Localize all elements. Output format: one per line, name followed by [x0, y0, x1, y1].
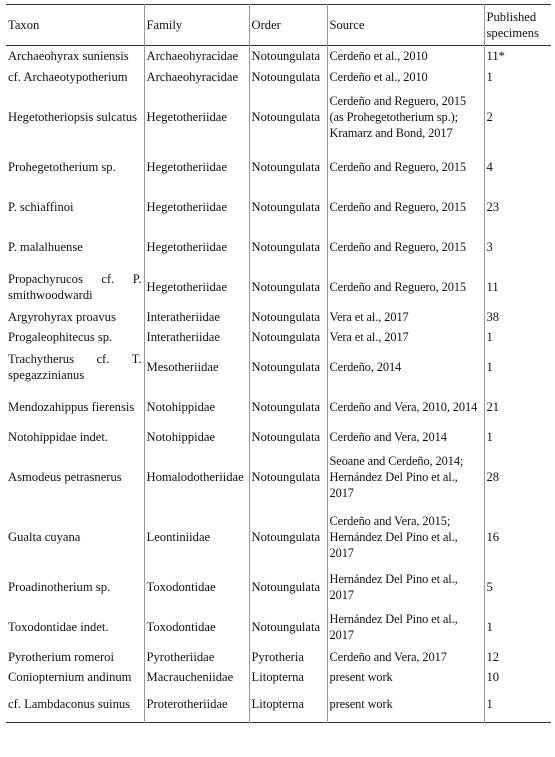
header-taxon: Taxon — [6, 5, 144, 46]
source-cell: Cerdeño and Vera, 2015; Hernández Del Pino et al., 2017 — [327, 507, 484, 567]
family-cell: Hegetotheriidae — [144, 147, 249, 187]
taxon-cell: Proadinotherium sp. — [6, 567, 144, 607]
taxon-cell: cf. Archaeotypotherium — [6, 67, 144, 87]
source-cell: Cerdeño and Vera, 2014 — [327, 427, 484, 447]
specimens-cell: 11 — [486, 279, 499, 294]
taxon-cell: Asmodeus petrasnerus — [6, 447, 144, 507]
taxon-cell: Propachyrucos cf. P. smithwoodwardi — [6, 267, 144, 307]
order-cell: Notoungulata — [249, 387, 327, 427]
family-cell: Homalodotheriidae — [144, 447, 249, 507]
specimens-cell: 1 — [486, 329, 493, 344]
source-cell: present work — [327, 667, 484, 687]
order-cell: Pyrotheria — [249, 647, 327, 667]
family-cell: Interatheriidae — [144, 327, 249, 347]
family-cell: Archaeohyracidae — [144, 46, 249, 67]
order-cell: Notoungulata — [249, 227, 327, 267]
table-row — [6, 427, 551, 447]
table-row — [6, 607, 551, 647]
order-cell: Notoungulata — [249, 267, 327, 307]
order-cell: Notoungulata — [249, 327, 327, 347]
taxon-cell: Archaeohyrax suniensis — [6, 46, 144, 67]
specimens-cell: 1 — [486, 697, 493, 712]
source-cell: present work — [327, 687, 484, 723]
table-row — [6, 307, 551, 327]
source-cell: Cerdeño and Vera, 2017 — [327, 647, 484, 667]
taxon-cell: Trachytherus cf. T. spegazzinianus — [6, 347, 144, 387]
taxon-cell: Mendozahippus fierensis — [6, 387, 144, 427]
source-cell: Cerdeño et al., 2010 — [327, 67, 484, 87]
table-row — [6, 667, 551, 687]
table-row — [6, 87, 551, 147]
table-body — [6, 46, 551, 723]
specimens-cell: 3 — [486, 239, 493, 254]
taxon-cell: Progaleophitecus sp. — [6, 327, 144, 347]
family-cell: Mesotheriidae — [144, 347, 249, 387]
taxon-cell: Argyrohyrax proavus — [6, 307, 144, 327]
source-cell: Cerdeño, 2014 — [327, 347, 484, 387]
family-cell: Notohippidae — [144, 387, 249, 427]
table-row — [6, 327, 551, 347]
specimens-cell: 1 — [486, 359, 493, 374]
table-row — [6, 46, 551, 67]
taxon-cell: P. malalhuense — [6, 227, 144, 267]
family-cell: Toxodontidae — [144, 607, 249, 647]
family-cell: Pyrotheriidae — [144, 647, 249, 667]
source-cell: Cerdeño and Vera, 2010, 2014 — [327, 387, 484, 427]
taxon-cell: Toxodontidae indet. — [6, 607, 144, 647]
order-cell: Notoungulata — [249, 307, 327, 327]
specimens-cell: 23 — [486, 199, 500, 214]
table-row — [6, 447, 551, 507]
table-row — [6, 67, 551, 87]
family-cell: Hegetotheriidae — [144, 227, 249, 267]
taxon-cell: Notohippidae indet. — [6, 427, 144, 447]
header-published-specimens: Published specimens — [486, 10, 539, 40]
header-order: Order — [249, 5, 327, 46]
header-source: Source — [327, 5, 484, 46]
source-cell: Cerdeño and Reguero, 2015 — [327, 187, 484, 227]
family-cell: Proterotheriidae — [144, 687, 249, 723]
specimens-cell: 28 — [486, 469, 500, 484]
table-row — [6, 647, 551, 667]
taxon-cell: cf. Lambdaconus suinus — [6, 687, 144, 723]
specimens-cell: 21 — [486, 399, 500, 414]
order-cell: Notoungulata — [249, 567, 327, 607]
family-cell: Toxodontidae — [144, 567, 249, 607]
table-row — [6, 687, 551, 723]
table-row — [6, 187, 551, 227]
source-cell: Cerdeño et al., 2010 — [327, 46, 484, 67]
family-cell: Archaeohyracidae — [144, 67, 249, 87]
taxon-cell: Gualta cuyana — [6, 507, 144, 567]
specimens-cell: 1 — [486, 429, 493, 444]
family-cell: Notohippidae — [144, 427, 249, 447]
order-cell: Notoungulata — [249, 67, 327, 87]
order-cell: Notoungulata — [249, 87, 327, 147]
family-cell: Hegetotheriidae — [144, 87, 249, 147]
family-cell: Interatheriidae — [144, 307, 249, 327]
table-row — [6, 507, 551, 567]
specimens-cell: 4 — [486, 159, 493, 174]
family-cell: Leontiniidae — [144, 507, 249, 567]
header-family: Family — [144, 5, 249, 46]
source-cell: Cerdeño and Reguero, 2015 — [327, 147, 484, 187]
specimens-cell: 2 — [486, 109, 493, 124]
source-cell: Hernández Del Pino et al., 2017 — [327, 567, 484, 607]
source-cell: Hernández Del Pino et al., 2017 — [327, 607, 484, 647]
order-cell: Litopterna — [249, 687, 327, 723]
table-row — [6, 267, 551, 307]
specimens-cell: 38 — [486, 309, 500, 324]
source-cell: Cerdeño and Reguero, 2015 (as Prohegetotherium sp.); Kramarz and Bond, 2017 — [327, 87, 484, 147]
source-cell: Cerdeño and Reguero, 2015 — [327, 267, 484, 307]
order-cell: Litopterna — [249, 667, 327, 687]
order-cell: Notoungulata — [249, 147, 327, 187]
taxon-cell: Prohegetotherium sp. — [6, 147, 144, 187]
table-row — [6, 147, 551, 187]
family-cell: Hegetotheriidae — [144, 267, 249, 307]
table-row — [6, 227, 551, 267]
order-cell: Notoungulata — [249, 507, 327, 567]
specimens-cell: 1 — [486, 619, 493, 634]
taxon-cell: Hegetotheriopsis sulcatus — [6, 87, 144, 147]
source-cell: Cerdeño and Reguero, 2015 — [327, 227, 484, 267]
specimens-cell: 12 — [486, 649, 500, 664]
source-cell: Seoane and Cerdeño, 2014; Hernández Del Pino et al., 2017 — [327, 447, 484, 507]
order-cell: Notoungulata — [249, 187, 327, 227]
family-cell: Hegetotheriidae — [144, 187, 249, 227]
table-row — [6, 387, 551, 427]
order-cell: Notoungulata — [249, 427, 327, 447]
taxa-table — [6, 4, 551, 723]
family-cell: Macraucheniidae — [144, 667, 249, 687]
source-cell: Vera et al., 2017 — [327, 307, 484, 327]
source-cell: Vera et al., 2017 — [327, 327, 484, 347]
specimens-cell: 11* — [486, 49, 505, 64]
order-cell: Notoungulata — [249, 46, 327, 67]
table-row — [6, 567, 551, 607]
specimens-cell: 1 — [486, 69, 493, 84]
taxon-cell: Coniopternium andinum — [6, 667, 144, 687]
specimens-cell: 16 — [486, 529, 500, 544]
order-cell: Notoungulata — [249, 347, 327, 387]
taxon-cell: P. schiaffinoi — [6, 187, 144, 227]
header-row — [6, 5, 551, 46]
taxon-cell: Pyrotherium romeroi — [6, 647, 144, 667]
table-row — [6, 347, 551, 387]
order-cell: Notoungulata — [249, 447, 327, 507]
specimens-cell: 5 — [486, 579, 493, 594]
order-cell: Notoungulata — [249, 607, 327, 647]
specimens-cell: 10 — [486, 669, 500, 684]
